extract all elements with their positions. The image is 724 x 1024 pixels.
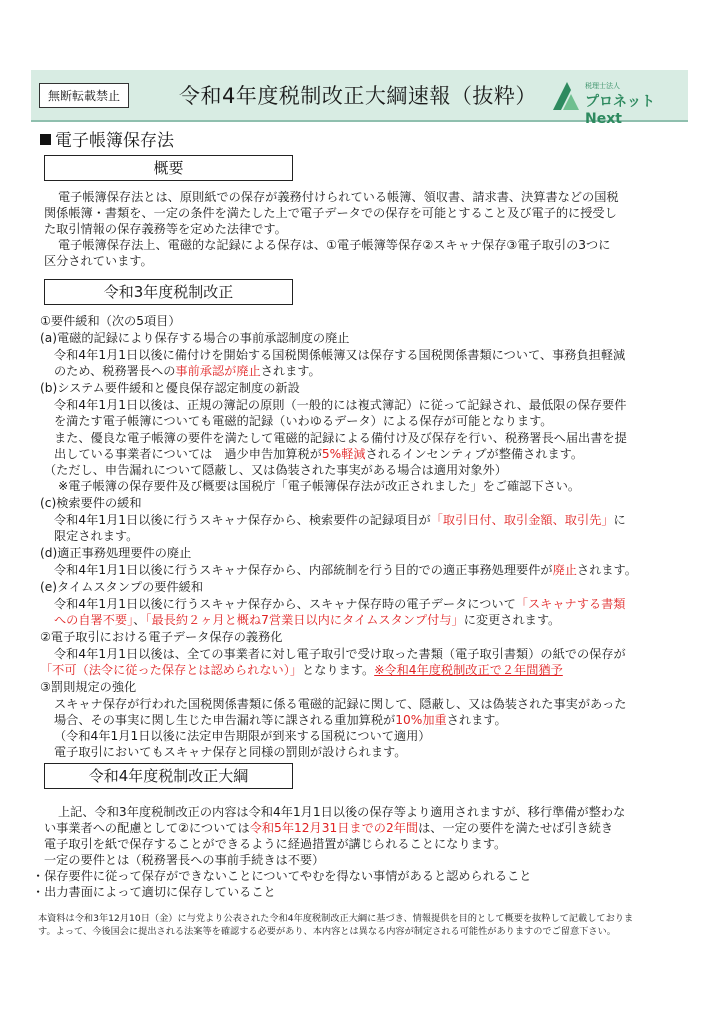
item-body: スキャナ保存が行われた国税関係書類に係る電磁的記録に関して、隠蔽し、又は偽装された事実があった bbox=[54, 697, 627, 711]
item-body: 「不可（法令に従った保存とは認められない）」となります。※令和4年度税制改正で２年間猶予 bbox=[40, 663, 563, 677]
header-bar bbox=[31, 70, 688, 127]
section-title-text: 電子帳簿保存法 bbox=[55, 131, 174, 151]
outline-bullet: ・保存要件に従って保存ができないことについてやむを得ない事情があると認められること bbox=[32, 869, 532, 883]
heading-box-r3-reform: 令和3年度税制改正 bbox=[44, 279, 293, 305]
document-title: 令和4年度税制改正大綱速報（抜粋） bbox=[179, 84, 537, 108]
outline-line: 一定の要件とは（税務署長への事前手続きは不要） bbox=[44, 853, 325, 867]
logo-subtitle: 税理士法人 bbox=[585, 82, 620, 90]
highlight-text: 5%軽減 bbox=[321, 447, 366, 461]
overview-line: 電子帳簿保存法とは、原則紙での保存が義務付けられている帳簿、領収書、請求書、決算書などの国税 bbox=[58, 190, 619, 204]
overview-line: 電子帳簿保存法上、電磁的な記録による保存は、①電子帳簿等保存②スキャナ保存③電子取引の3つに bbox=[58, 238, 611, 252]
outline-line: 上記、令和3年度税制改正の内容は令和4年1月1日以後の保存等より適用されますが、移行準備が整わな bbox=[58, 805, 626, 819]
item-body: への自署不要」、「最長約２ヶ月と概ね7営業日以内にタイムスタンプ付与」に変更されます。 bbox=[54, 613, 561, 627]
item-heading: (b)システム要件緩和と優良保存認定制度の新設 bbox=[40, 381, 300, 395]
no-reprint-notice: 無断転載禁止 bbox=[39, 83, 129, 108]
item-body: のため、税務署長への事前承認が廃止されます。 bbox=[54, 364, 321, 378]
item-heading: (e)タイムスタンプの要件緩和 bbox=[40, 580, 204, 594]
disclaimer-line: す。よって、今後国会に提出される法案等を確認する必要があり、本内容とは異なる内容が制定される可能性がありますのでご留意下さい。 bbox=[38, 926, 616, 937]
item-body: 出している事業者については 過少申告加算税が5%軽減されるインセンティブが整備されます。 bbox=[54, 447, 584, 461]
outline-line: い事業者への配慮として②については令和5年12月31日までの2年間は、一定の要件を満たせば引き続き bbox=[44, 821, 614, 835]
item-heading: (c)検索要件の緩和 bbox=[40, 496, 142, 510]
heading-box-overview: 概要 bbox=[44, 155, 293, 181]
item-heading: ③罰則規定の強化 bbox=[40, 680, 137, 694]
highlight-text: 「最長約２ヶ月と概ね7営業日以内にタイムスタンプ付与」 bbox=[145, 613, 464, 627]
item-heading: (d)適正事務処理要件の廃止 bbox=[40, 546, 192, 560]
highlight-text: への自署不要」 bbox=[54, 613, 134, 627]
outline-line: 電子取引を紙で保存することができるように経過措置が講じられることになります。 bbox=[44, 837, 507, 851]
item-body: 令和4年1月1日以後に備付けを開始する国税関係帳簿又は保存する国税関係書類について、事務負担軽減 bbox=[54, 348, 626, 362]
highlight-text: 廃止 bbox=[552, 563, 577, 577]
item-body: 令和4年1月1日以後に行うスキャナ保存から、内部統制を行う目的での適正事務処理要件が廃止されます。 bbox=[54, 563, 637, 577]
disclaimer-footer bbox=[38, 912, 688, 938]
item-body: 令和4年1月1日以後は、正規の簿記の原則（一般的には複式簿記）に従って記録され、最低限の保存要件 bbox=[54, 398, 627, 412]
logo-name: プロネット Next bbox=[585, 94, 655, 127]
item-heading: ②電子取引における電子データ保存の義務化 bbox=[40, 630, 283, 644]
item-body: また、優良な電子帳簿の要件を満たして電磁的記録による備付け及び保存を行い、税務署長へ届出書を提 bbox=[54, 431, 627, 445]
overview-line: 関係帳簿・書類を、一定の条件を満たした上で電子データでの保存を可能とすること及び電子的に授受し bbox=[44, 206, 617, 220]
square-bullet-icon bbox=[40, 134, 51, 145]
item-note: ※電子帳簿の保存要件及び概要は国税庁「電子帳簿保存法が改正されました」をご確認下さい。 bbox=[58, 479, 581, 493]
highlight-text: ※令和4年度税制改正で２年間猶予 bbox=[374, 663, 563, 677]
highlight-text: 10%加重 bbox=[395, 713, 447, 727]
item-body: 電子取引においてもスキャナ保存と同様の罰則が設けられます。 bbox=[54, 745, 407, 759]
item-heading: (a)電磁的記録により保存する場合の事前承認制度の廃止 bbox=[40, 331, 350, 345]
section-title bbox=[40, 126, 174, 151]
item-body: 限定されます。 bbox=[54, 529, 139, 543]
highlight-text: 「不可（法令に従った保存とは認められない）」 bbox=[40, 663, 303, 677]
highlight-text: 「スキャナする書類 bbox=[515, 597, 626, 611]
item-body: （令和4年1月1日以後に法定申告期限が到来する国税について適用） bbox=[54, 729, 431, 743]
logo-mark-icon bbox=[551, 78, 581, 112]
item-body: 令和4年1月1日以後に行うスキャナ保存から、スキャナ保存時の電子データについて「スキャナする書類 bbox=[54, 597, 626, 611]
overview-line: 区分されています。 bbox=[44, 254, 153, 268]
item-body: を満たす電子帳簿についても電磁的記録（いわゆるデータ）による保存が可能となります。 bbox=[54, 414, 553, 428]
item-body: 場合、その事実に関し生じた申告漏れ等に課される重加算税が10%加重されます。 bbox=[54, 713, 507, 727]
overview-line: た取引情報の保存義務等を定めた法律です。 bbox=[44, 222, 287, 236]
item-heading: ①要件緩和（次の5項目） bbox=[40, 314, 181, 328]
item-body: 令和4年1月1日以後に行うスキャナ保存から、検索要件の記録項目が「取引日付、取引金額、取引先」に bbox=[54, 513, 626, 527]
highlight-text: 事前承認が廃止 bbox=[175, 364, 261, 378]
item-body: 令和4年1月1日以後は、全ての事業者に対し電子取引で受け取った書類（電子取引書類）の紙での保存が bbox=[54, 647, 626, 661]
company-logo bbox=[551, 76, 685, 127]
heading-box-r4-outline: 令和4年度税制改正大綱 bbox=[44, 763, 293, 789]
disclaimer-line: 本資料は令和3年12月10日（金）に与党より公表された令和4年度税制改正大綱に基づき、情報提供を目的として概要を抜粋して記載しておりま bbox=[38, 913, 634, 924]
highlight-text: 「取引日付、取引金額、取引先」 bbox=[430, 513, 614, 527]
item-body: （ただし、申告漏れについて隠蔽し、又は偽装された事実がある場合は適用対象外） bbox=[44, 463, 507, 477]
outline-bullet: ・出力書面によって適切に保存していること bbox=[32, 885, 276, 899]
highlight-text: 令和5年12月31日までの2年間 bbox=[249, 821, 419, 835]
